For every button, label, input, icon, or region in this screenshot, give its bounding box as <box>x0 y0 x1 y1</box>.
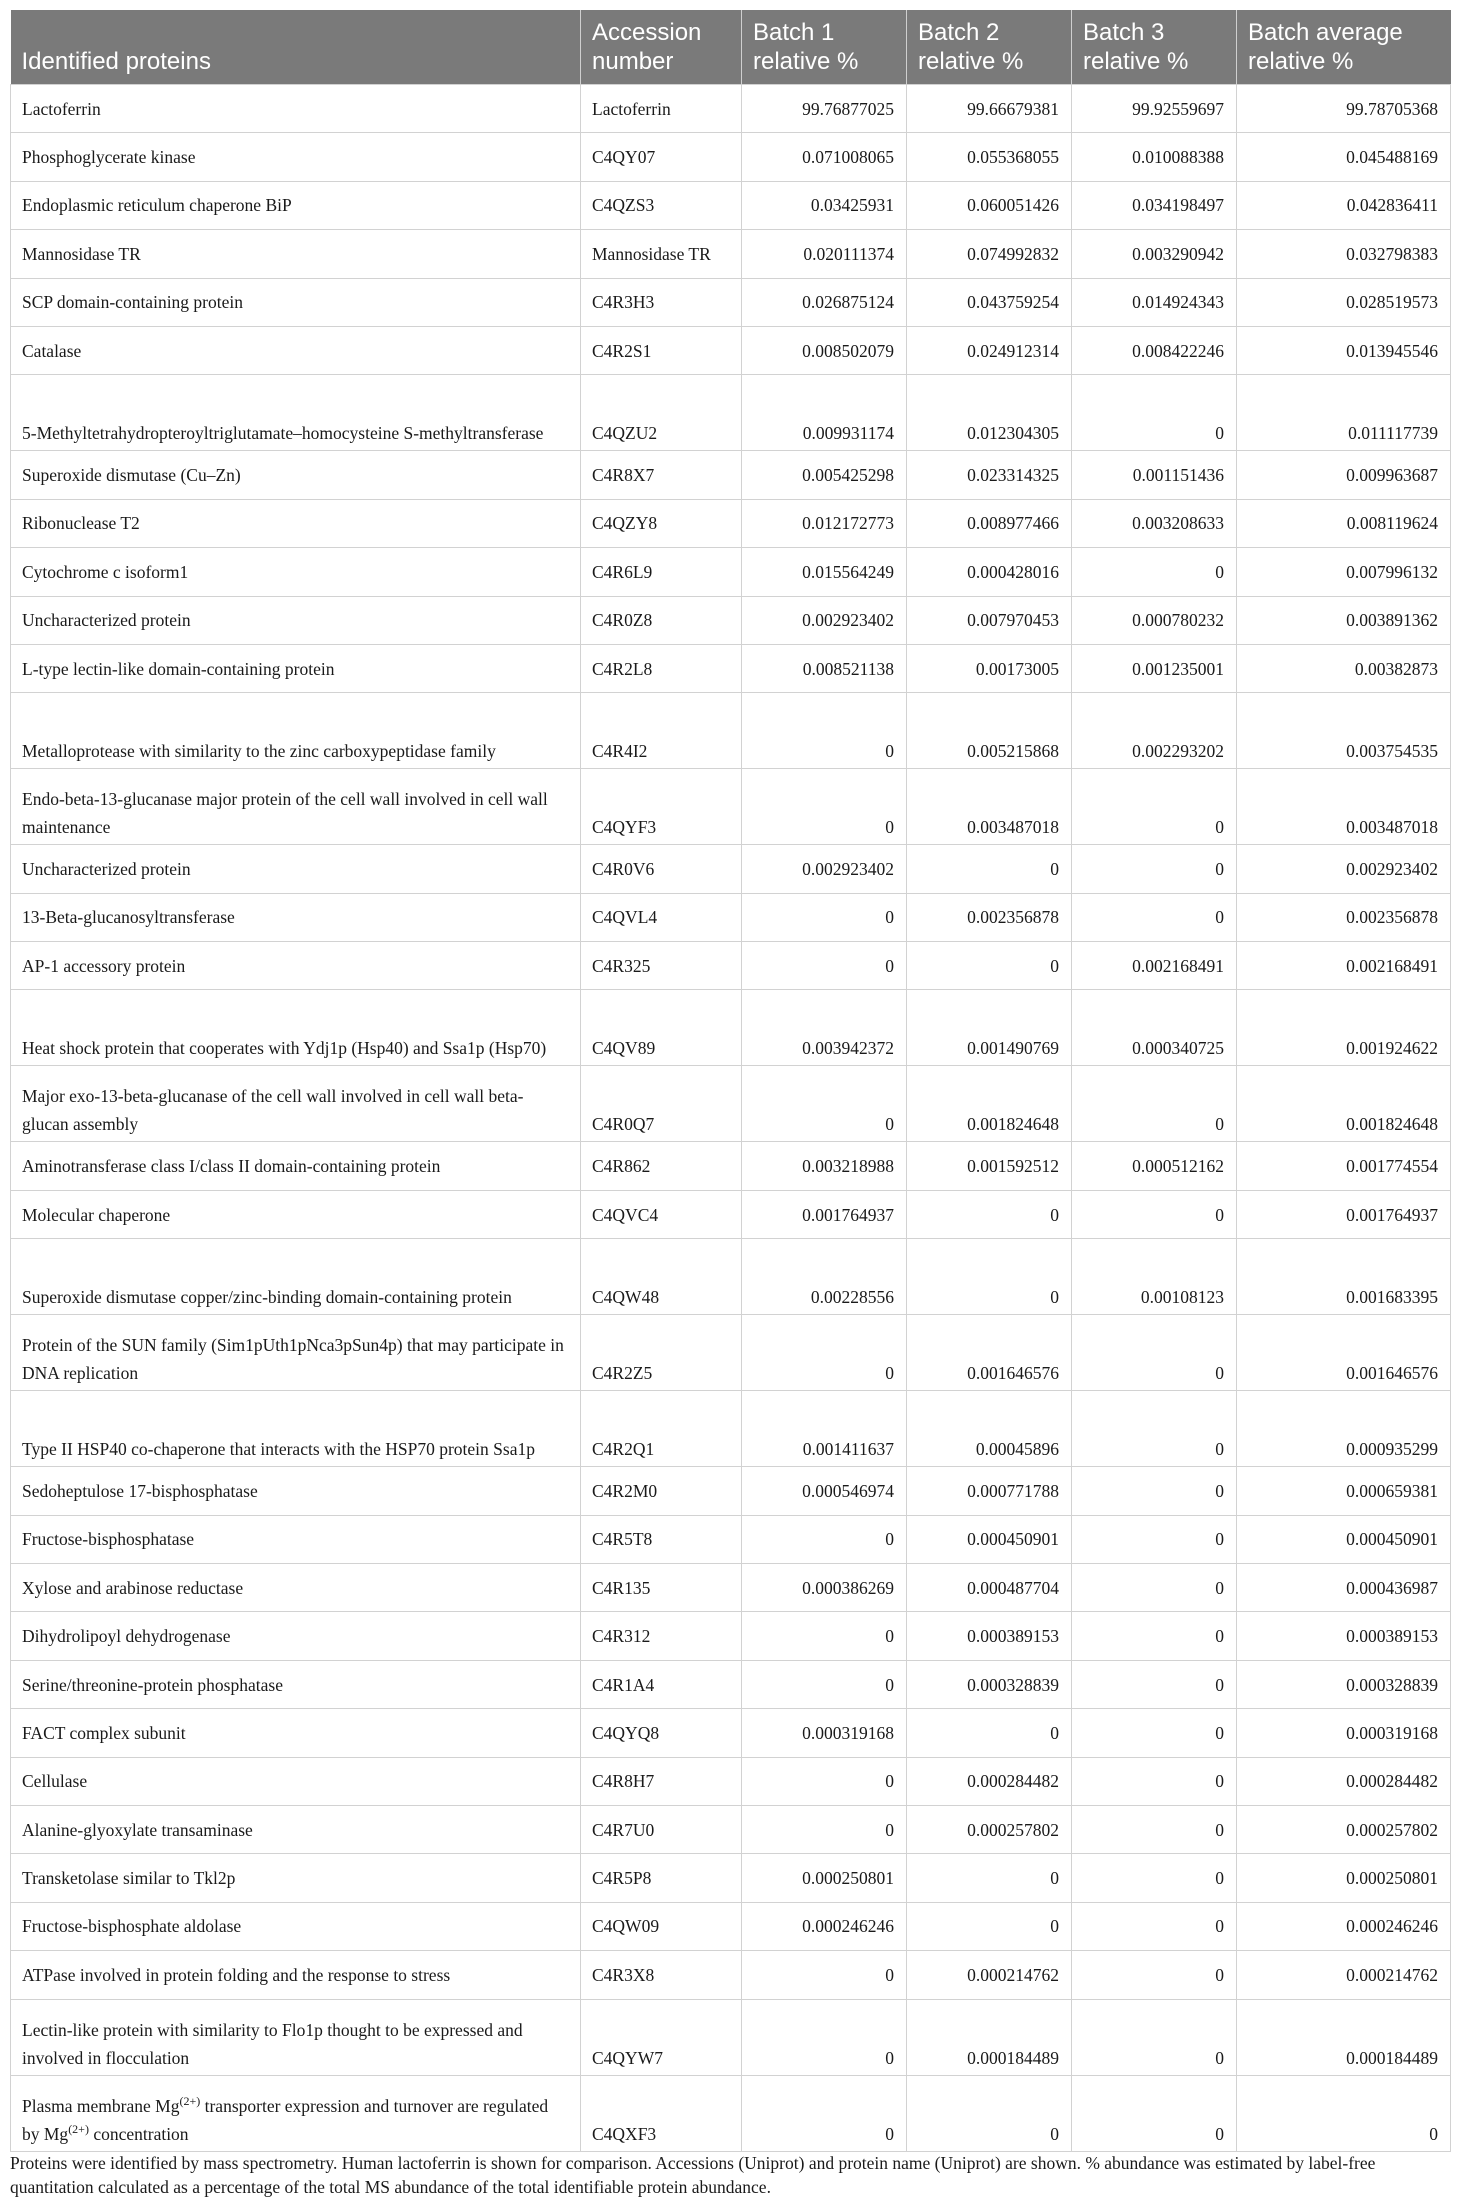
batch-2-cell: 0.012304305 <box>907 375 1072 451</box>
table-row <box>11 1239 1451 1315</box>
table-row <box>11 596 1451 644</box>
table-row <box>11 1142 1451 1190</box>
protein-name-cell: Endoplasmic reticulum chaperone BiP <box>11 181 581 229</box>
protein-name-cell: Serine/threonine-protein phosphatase <box>11 1660 581 1708</box>
accession-cell: Lactoferrin <box>581 85 742 133</box>
batch-3-cell: 0.008422246 <box>1072 326 1237 374</box>
batch-2-cell: 0.023314325 <box>907 451 1072 499</box>
batch-average-cell: 99.78705368 <box>1237 85 1451 133</box>
batch-3-cell: 0.000780232 <box>1072 596 1237 644</box>
accession-cell: C4QVC4 <box>581 1190 742 1238</box>
batch-1-cell: 0.001411637 <box>742 1391 907 1467</box>
batch-1-cell: 0.020111374 <box>742 230 907 278</box>
batch-average-cell: 0.001774554 <box>1237 1142 1451 1190</box>
accession-cell: C4R0Z8 <box>581 596 742 644</box>
batch-3-cell: 0 <box>1072 1999 1237 2075</box>
header-batch-1: Batch 1 relative % <box>742 10 907 85</box>
batch-3-cell: 0.001151436 <box>1072 451 1237 499</box>
protein-name-cell: L-type lectin-like domain-containing protein <box>11 644 581 692</box>
batch-3-cell: 0.014924343 <box>1072 278 1237 326</box>
table-row <box>11 893 1451 941</box>
accession-cell: C4R2Q1 <box>581 1391 742 1467</box>
batch-2-cell: 0.001824648 <box>907 1066 1072 1142</box>
accession-cell: C4QYQ8 <box>581 1709 742 1757</box>
batch-3-cell: 0 <box>1072 548 1237 596</box>
protein-name-cell: Molecular chaperone <box>11 1190 581 1238</box>
table-row <box>11 1564 1451 1612</box>
accession-cell: C4R135 <box>581 1564 742 1612</box>
protein-name-cell: Metalloprotease with similarity to the zinc carboxypeptidase family <box>11 693 581 769</box>
batch-average-cell: 0.000450901 <box>1237 1515 1451 1563</box>
table-row <box>11 990 1451 1066</box>
protein-name-cell: Catalase <box>11 326 581 374</box>
batch-1-cell: 0 <box>742 942 907 990</box>
batch-1-cell: 0.008521138 <box>742 644 907 692</box>
batch-2-cell: 0.001592512 <box>907 1142 1072 1190</box>
accession-cell: C4R8H7 <box>581 1757 742 1805</box>
batch-average-cell: 0.000184489 <box>1237 1999 1451 2075</box>
batch-3-cell: 0 <box>1072 1564 1237 1612</box>
table-row <box>11 1315 1451 1391</box>
accession-cell: C4R2L8 <box>581 644 742 692</box>
batch-3-cell: 0.000340725 <box>1072 990 1237 1066</box>
protein-name-cell: Alanine-glyoxylate transaminase <box>11 1805 581 1853</box>
batch-average-cell: 0.000659381 <box>1237 1467 1451 1515</box>
table-row <box>11 1190 1451 1238</box>
accession-cell: C4QW09 <box>581 1902 742 1950</box>
batch-average-cell: 0.003891362 <box>1237 596 1451 644</box>
accession-cell: C4R5P8 <box>581 1854 742 1902</box>
protein-name-cell: Superoxide dismutase copper/zinc-binding domain-containing protein <box>11 1239 581 1315</box>
protein-name-cell: Endo-beta-13-glucanase major protein of the cell wall involved in cell wall maintenance <box>11 769 581 845</box>
accession-cell: C4R4I2 <box>581 693 742 769</box>
batch-2-cell: 0.00045896 <box>907 1391 1072 1467</box>
batch-1-cell: 0.000319168 <box>742 1709 907 1757</box>
batch-2-cell: 99.66679381 <box>907 85 1072 133</box>
batch-1-cell: 0 <box>742 1315 907 1391</box>
batch-average-cell: 0.011117739 <box>1237 375 1451 451</box>
batch-3-cell: 0.00108123 <box>1072 1239 1237 1315</box>
table-row <box>11 278 1451 326</box>
accession-cell: C4QZS3 <box>581 181 742 229</box>
batch-3-cell: 0 <box>1072 1391 1237 1467</box>
batch-average-cell: 0.001646576 <box>1237 1315 1451 1391</box>
batch-3-cell: 0 <box>1072 1612 1237 1660</box>
batch-1-cell: 0.00228556 <box>742 1239 907 1315</box>
protein-name-cell: ATPase involved in protein folding and the response to stress <box>11 1951 581 1999</box>
accession-cell: C4R0V6 <box>581 845 742 893</box>
batch-1-cell: 0.003942372 <box>742 990 907 1066</box>
batch-1-cell: 0 <box>742 693 907 769</box>
protein-name-cell: Xylose and arabinose reductase <box>11 1564 581 1612</box>
batch-2-cell: 0.000257802 <box>907 1805 1072 1853</box>
protein-name-cell: FACT complex subunit <box>11 1709 581 1757</box>
accession-cell: C4R8X7 <box>581 451 742 499</box>
batch-3-cell: 0.000512162 <box>1072 1142 1237 1190</box>
table-row <box>11 181 1451 229</box>
table-row <box>11 230 1451 278</box>
accession-cell: C4R862 <box>581 1142 742 1190</box>
batch-2-cell: 0 <box>907 1902 1072 1950</box>
protein-name-cell: Phosphoglycerate kinase <box>11 133 581 181</box>
table-row <box>11 1391 1451 1467</box>
batch-2-cell: 0 <box>907 1709 1072 1757</box>
batch-1-cell: 0 <box>742 1757 907 1805</box>
header-accession-number: Accession number <box>581 10 742 85</box>
batch-3-cell: 0 <box>1072 1854 1237 1902</box>
accession-cell: C4QYW7 <box>581 1999 742 2075</box>
accession-cell: C4R5T8 <box>581 1515 742 1563</box>
batch-average-cell: 0.000257802 <box>1237 1805 1451 1853</box>
batch-3-cell: 0 <box>1072 375 1237 451</box>
batch-3-cell: 0 <box>1072 1315 1237 1391</box>
batch-average-cell: 0.000319168 <box>1237 1709 1451 1757</box>
batch-2-cell: 0.001646576 <box>907 1315 1072 1391</box>
protein-name-cell: Lectin-like protein with similarity to Flo1p thought to be expressed and involved in flocculation <box>11 1999 581 2075</box>
batch-1-cell: 0.071008065 <box>742 133 907 181</box>
table-row <box>11 1612 1451 1660</box>
table-row <box>11 942 1451 990</box>
batch-average-cell: 0.001924622 <box>1237 990 1451 1066</box>
table-footnote: Proteins were identified by mass spectrometry. Human lactoferrin is shown for comparison. Accessions (Uniprot) and protein name (Uniprot) are shown. % abundance was estimated by label-free quantitation calculated as a percentage of the total MS abundance of the total identifiable protein abundance. <box>10 2153 1376 2197</box>
batch-average-cell: 0.000246246 <box>1237 1902 1451 1950</box>
batch-3-cell: 0 <box>1072 1066 1237 1142</box>
batch-average-cell: 0.002356878 <box>1237 893 1451 941</box>
protein-table <box>10 10 1451 2152</box>
batch-2-cell: 0.024912314 <box>907 326 1072 374</box>
protein-name-cell: Mannosidase TR <box>11 230 581 278</box>
accession-cell: C4QY07 <box>581 133 742 181</box>
batch-1-cell: 0 <box>742 2075 907 2151</box>
batch-3-cell: 0 <box>1072 1515 1237 1563</box>
batch-1-cell: 0 <box>742 1951 907 1999</box>
table-header <box>11 10 1451 85</box>
batch-2-cell: 0 <box>907 1190 1072 1238</box>
batch-1-cell: 0.002923402 <box>742 596 907 644</box>
batch-average-cell: 0.001764937 <box>1237 1190 1451 1238</box>
batch-2-cell: 0.043759254 <box>907 278 1072 326</box>
batch-1-cell: 0.008502079 <box>742 326 907 374</box>
protein-name-cell: Transketolase similar to Tkl2p <box>11 1854 581 1902</box>
batch-1-cell: 0 <box>742 1066 907 1142</box>
batch-3-cell: 0 <box>1072 1805 1237 1853</box>
accession-cell: C4R7U0 <box>581 1805 742 1853</box>
batch-3-cell: 0 <box>1072 1951 1237 1999</box>
batch-2-cell: 0 <box>907 1239 1072 1315</box>
batch-3-cell: 0 <box>1072 1660 1237 1708</box>
protein-name-cell: Uncharacterized protein <box>11 596 581 644</box>
batch-3-cell: 0.010088388 <box>1072 133 1237 181</box>
accession-cell: C4R1A4 <box>581 1660 742 1708</box>
batch-3-cell: 0 <box>1072 1902 1237 1950</box>
batch-3-cell: 0.001235001 <box>1072 644 1237 692</box>
batch-1-cell: 0 <box>742 1805 907 1853</box>
batch-average-cell: 0.003754535 <box>1237 693 1451 769</box>
batch-3-cell: 0 <box>1072 893 1237 941</box>
batch-2-cell: 0.000428016 <box>907 548 1072 596</box>
protein-name-cell: Lactoferrin <box>11 85 581 133</box>
batch-1-cell: 0 <box>742 1660 907 1708</box>
accession-cell: C4QXF3 <box>581 2075 742 2151</box>
batch-average-cell: 0.002923402 <box>1237 845 1451 893</box>
table-row <box>11 1999 1451 2075</box>
batch-average-cell: 0.003487018 <box>1237 769 1451 845</box>
table-row <box>11 133 1451 181</box>
batch-3-cell: 0 <box>1072 2075 1237 2151</box>
table-row <box>11 548 1451 596</box>
batch-2-cell: 0.000214762 <box>907 1951 1072 1999</box>
protein-name-cell: Type II HSP40 co-chaperone that interacts with the HSP70 protein Ssa1p <box>11 1391 581 1467</box>
batch-2-cell: 0.00173005 <box>907 644 1072 692</box>
accession-cell: C4QVL4 <box>581 893 742 941</box>
batch-2-cell: 0 <box>907 2075 1072 2151</box>
batch-average-cell: 0.000935299 <box>1237 1391 1451 1467</box>
table-row <box>11 1854 1451 1902</box>
protein-name-cell: Protein of the SUN family (Sim1pUth1pNca3pSun4p) that may participate in DNA replication <box>11 1315 581 1391</box>
table-row <box>11 1805 1451 1853</box>
batch-2-cell: 0.008977466 <box>907 499 1072 547</box>
protein-name-cell: SCP domain-containing protein <box>11 278 581 326</box>
table-row <box>11 1709 1451 1757</box>
batch-average-cell: 0.008119624 <box>1237 499 1451 547</box>
batch-3-cell: 0.034198497 <box>1072 181 1237 229</box>
accession-cell: C4R3X8 <box>581 1951 742 1999</box>
batch-3-cell: 99.92559697 <box>1072 85 1237 133</box>
header-identified-proteins: Identified proteins <box>11 10 581 85</box>
batch-average-cell: 0.045488169 <box>1237 133 1451 181</box>
protein-name-cell: Aminotransferase class I/class II domain-containing protein <box>11 1142 581 1190</box>
batch-average-cell: 0.000328839 <box>1237 1660 1451 1708</box>
batch-3-cell: 0 <box>1072 1190 1237 1238</box>
batch-2-cell: 0.002356878 <box>907 893 1072 941</box>
header-batch-3: Batch 3 relative % <box>1072 10 1237 85</box>
batch-average-cell: 0.000436987 <box>1237 1564 1451 1612</box>
batch-average-cell: 0.000250801 <box>1237 1854 1451 1902</box>
batch-2-cell: 0 <box>907 1854 1072 1902</box>
table-row <box>11 1660 1451 1708</box>
batch-2-cell: 0.000487704 <box>907 1564 1072 1612</box>
batch-1-cell: 0.003218988 <box>742 1142 907 1190</box>
accession-cell: C4R312 <box>581 1612 742 1660</box>
table-body <box>11 85 1451 2152</box>
batch-2-cell: 0 <box>907 942 1072 990</box>
table-row <box>11 451 1451 499</box>
batch-average-cell: 0.028519573 <box>1237 278 1451 326</box>
protein-name-cell: Sedoheptulose 17-bisphosphatase <box>11 1467 581 1515</box>
batch-2-cell: 0.000389153 <box>907 1612 1072 1660</box>
protein-name-cell: Ribonuclease T2 <box>11 499 581 547</box>
batch-3-cell: 0.002293202 <box>1072 693 1237 769</box>
batch-2-cell: 0.007970453 <box>907 596 1072 644</box>
accession-cell: C4R2M0 <box>581 1467 742 1515</box>
batch-2-cell: 0.000771788 <box>907 1467 1072 1515</box>
batch-1-cell: 0 <box>742 893 907 941</box>
batch-1-cell: 0.026875124 <box>742 278 907 326</box>
table-row <box>11 499 1451 547</box>
batch-1-cell: 0.000250801 <box>742 1854 907 1902</box>
table-row <box>11 1757 1451 1805</box>
batch-2-cell: 0.060051426 <box>907 181 1072 229</box>
table-row <box>11 1902 1451 1950</box>
batch-1-cell: 99.76877025 <box>742 85 907 133</box>
table-row <box>11 644 1451 692</box>
protein-name-cell: Superoxide dismutase (Cu–Zn) <box>11 451 581 499</box>
batch-3-cell: 0 <box>1072 845 1237 893</box>
table-row <box>11 769 1451 845</box>
batch-average-cell: 0 <box>1237 2075 1451 2151</box>
accession-cell: C4R3H3 <box>581 278 742 326</box>
accession-cell: C4R2S1 <box>581 326 742 374</box>
batch-3-cell: 0 <box>1072 769 1237 845</box>
batch-average-cell: 0.000389153 <box>1237 1612 1451 1660</box>
table-row <box>11 375 1451 451</box>
batch-2-cell: 0.000184489 <box>907 1999 1072 2075</box>
accession-cell: C4R325 <box>581 942 742 990</box>
batch-2-cell: 0.074992832 <box>907 230 1072 278</box>
batch-3-cell: 0.002168491 <box>1072 942 1237 990</box>
accession-cell: C4R6L9 <box>581 548 742 596</box>
batch-2-cell: 0.001490769 <box>907 990 1072 1066</box>
protein-name-cell: 13-Beta-glucanosyltransferase <box>11 893 581 941</box>
header-row <box>11 10 1451 85</box>
batch-2-cell: 0.000284482 <box>907 1757 1072 1805</box>
batch-1-cell: 0.03425931 <box>742 181 907 229</box>
table-row <box>11 845 1451 893</box>
batch-1-cell: 0.015564249 <box>742 548 907 596</box>
batch-1-cell: 0 <box>742 769 907 845</box>
accession-cell: C4R2Z5 <box>581 1315 742 1391</box>
batch-1-cell: 0.000546974 <box>742 1467 907 1515</box>
batch-1-cell: 0 <box>742 1999 907 2075</box>
protein-table-container <box>10 10 1450 2152</box>
protein-name-cell: Cellulase <box>11 1757 581 1805</box>
table-row <box>11 1951 1451 1999</box>
batch-average-cell: 0.001683395 <box>1237 1239 1451 1315</box>
protein-name-cell: Major exo-13-beta-glucanase of the cell wall involved in cell wall beta-glucan assembly <box>11 1066 581 1142</box>
protein-name-cell: Uncharacterized protein <box>11 845 581 893</box>
protein-name-cell: Fructose-bisphosphate aldolase <box>11 1902 581 1950</box>
accession-cell: C4QZU2 <box>581 375 742 451</box>
batch-1-cell: 0.000246246 <box>742 1902 907 1950</box>
batch-1-cell: 0.005425298 <box>742 451 907 499</box>
table-row <box>11 85 1451 133</box>
batch-2-cell: 0.055368055 <box>907 133 1072 181</box>
protein-name-cell: 5-Methyltetrahydropteroyltriglutamate–homocysteine S-methyltransferase <box>11 375 581 451</box>
protein-name-cell: Heat shock protein that cooperates with Ydj1p (Hsp40) and Ssa1p (Hsp70) <box>11 990 581 1066</box>
batch-average-cell: 0.032798383 <box>1237 230 1451 278</box>
batch-average-cell: 0.013945546 <box>1237 326 1451 374</box>
protein-name-cell: Fructose-bisphosphatase <box>11 1515 581 1563</box>
batch-average-cell: 0.002168491 <box>1237 942 1451 990</box>
batch-1-cell: 0 <box>742 1612 907 1660</box>
batch-average-cell: 0.000284482 <box>1237 1757 1451 1805</box>
header-batch-2: Batch 2 relative % <box>907 10 1072 85</box>
batch-3-cell: 0 <box>1072 1467 1237 1515</box>
accession-cell: C4QW48 <box>581 1239 742 1315</box>
accession-cell: C4QV89 <box>581 990 742 1066</box>
batch-2-cell: 0.000450901 <box>907 1515 1072 1563</box>
protein-name-cell: Dihydrolipoyl dehydrogenase <box>11 1612 581 1660</box>
batch-3-cell: 0.003290942 <box>1072 230 1237 278</box>
batch-average-cell: 0.001824648 <box>1237 1066 1451 1142</box>
batch-average-cell: 0.000214762 <box>1237 1951 1451 1999</box>
batch-3-cell: 0 <box>1072 1757 1237 1805</box>
batch-average-cell: 0.009963687 <box>1237 451 1451 499</box>
header-batch-average: Batch average relative % <box>1237 10 1451 85</box>
batch-2-cell: 0.005215868 <box>907 693 1072 769</box>
protein-name-cell: AP-1 accessory protein <box>11 942 581 990</box>
batch-1-cell: 0.009931174 <box>742 375 907 451</box>
batch-3-cell: 0 <box>1072 1709 1237 1757</box>
accession-cell: C4R0Q7 <box>581 1066 742 1142</box>
table-row <box>11 326 1451 374</box>
protein-name-cell: Cytochrome c isoform1 <box>11 548 581 596</box>
accession-cell: C4QZY8 <box>581 499 742 547</box>
batch-1-cell: 0.000386269 <box>742 1564 907 1612</box>
batch-2-cell: 0.003487018 <box>907 769 1072 845</box>
table-row <box>11 693 1451 769</box>
batch-average-cell: 0.007996132 <box>1237 548 1451 596</box>
table-row <box>11 1515 1451 1563</box>
batch-1-cell: 0.001764937 <box>742 1190 907 1238</box>
table-row <box>11 1467 1451 1515</box>
batch-average-cell: 0.042836411 <box>1237 181 1451 229</box>
batch-2-cell: 0.000328839 <box>907 1660 1072 1708</box>
batch-average-cell: 0.00382873 <box>1237 644 1451 692</box>
batch-1-cell: 0.012172773 <box>742 499 907 547</box>
batch-1-cell: 0 <box>742 1515 907 1563</box>
batch-2-cell: 0 <box>907 845 1072 893</box>
protein-name-cell: Plasma membrane $Mg^{(2+)}$ transporter expression and turnover are regulated by $Mg^{(2+)}$ concentration <box>11 2075 581 2151</box>
table-row <box>11 2075 1451 2151</box>
table-row <box>11 1066 1451 1142</box>
accession-cell: C4QYF3 <box>581 769 742 845</box>
batch-1-cell: 0.002923402 <box>742 845 907 893</box>
batch-3-cell: 0.003208633 <box>1072 499 1237 547</box>
accession-cell: Mannosidase TR <box>581 230 742 278</box>
